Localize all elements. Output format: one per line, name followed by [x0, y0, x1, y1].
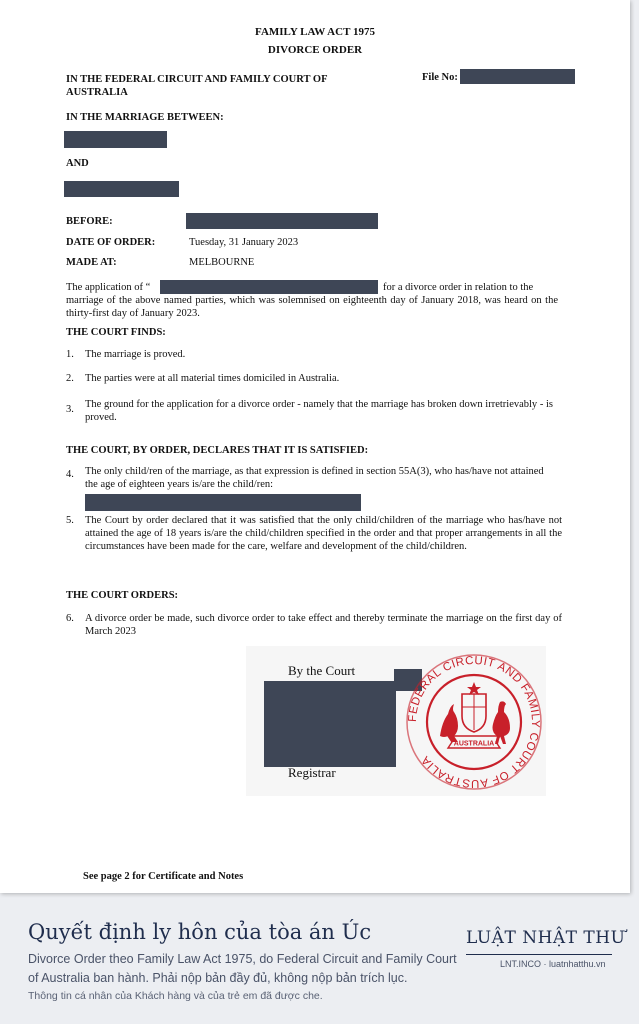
and-label: AND [66, 158, 89, 169]
made-at-label: MADE AT: [66, 257, 117, 268]
redaction-applicant [160, 280, 378, 294]
application-start: The application of “ [66, 282, 151, 293]
brand-logo: LUẬT NHẬT THƯ [466, 928, 626, 948]
finding-2: The parties were at all material times domiciled in Australia. [85, 373, 340, 384]
court-name: IN THE FEDERAL CIRCUIT AND FAMILY COURT OF AUSTRALIA [66, 74, 328, 98]
declaration-4: The only child/ren of the marriage, as that expression is defined in section 55A(3), who has/have not attained the age of eighteen years is/are the child/ren: [85, 466, 544, 490]
application-end: for a divorce order in relation to the [383, 282, 534, 293]
list-number: 3. [66, 404, 74, 415]
date-of-order-value: Tuesday, 31 January 2023 [189, 237, 299, 248]
court-orders-heading: THE COURT ORDERS: [66, 590, 179, 601]
order-6: A divorce order be made, such divorce order to take effect and thereby terminate the marriage on the first day of March 2023 [85, 613, 562, 637]
registrar-label: Registrar [288, 765, 336, 780]
footer-description: Divorce Order theo Family Law Act 1975, do Federal Circuit and Family Court of Australia ban hành. Phải nộp bản đầy đủ, không nộp bản trích lục. [28, 952, 457, 985]
by-the-court: By the Court [288, 663, 356, 678]
court-declares-heading: THE COURT, BY ORDER, DECLARES THAT IT IS SATISFIED: [66, 445, 369, 456]
list-number: 5. [66, 515, 74, 526]
brand-divider [466, 954, 612, 955]
redaction-children [85, 494, 361, 511]
marriage-between-label: IN THE MARRIAGE BETWEEN: [66, 112, 224, 123]
date-of-order-label: DATE OF ORDER: [66, 237, 156, 248]
file-no-label: File No: [422, 72, 458, 83]
list-number: 1. [66, 349, 74, 360]
redaction-signature [264, 681, 396, 767]
list-number: 4. [66, 469, 74, 480]
court-finds-heading: THE COURT FINDS: [66, 327, 166, 338]
footer-note: Thông tin cá nhân của Khách hàng và của trẻ em đã được che. [28, 990, 323, 1002]
application-paragraph: marriage of the above named parties, which was solemnised on eighteenth day of January 2018, was heard on the thirty-first day of January 2023. [66, 295, 558, 319]
order-title: DIVORCE ORDER [267, 44, 363, 56]
redaction-party-2 [64, 181, 179, 197]
seal-ring-text: FEDERAL CIRCUIT AND FAMILY COURT OF AUSTRALIA [406, 654, 542, 790]
finding-3: The ground for the application for a divorce order - namely that the marriage has broken down irretrievably - is proved. [85, 399, 553, 423]
redaction-before [186, 213, 378, 229]
redaction-party-1 [64, 131, 167, 148]
brand-subtitle: LNT.INCO · luatnhatthu.vn [500, 959, 606, 969]
caption-footer [0, 902, 639, 1024]
act-title: FAMILY LAW ACT 1975 [255, 26, 375, 38]
before-label: BEFORE: [66, 216, 113, 227]
declaration-5: The Court by order declared that it was satisfied that the only child/children of the marriage who has/have not attained the age of 18 years is/are the child/children specified in the order and that proper arrangements in all the circumstances have been made for the care, welfare and development of the child/children. [85, 515, 562, 552]
finding-1: The marriage is proved. [85, 349, 186, 360]
seal-banner-text: AUSTRALIA [453, 740, 495, 748]
see-page-note: See page 2 for Certificate and Notes [83, 871, 244, 882]
made-at-value: MELBOURNE [189, 257, 255, 268]
footer-title: Quyết định ly hôn của tòa án Úc [28, 920, 372, 944]
redaction-file-no [460, 69, 575, 84]
list-number: 2. [66, 373, 74, 384]
court-seal-icon [404, 652, 544, 792]
list-number: 6. [66, 613, 74, 624]
